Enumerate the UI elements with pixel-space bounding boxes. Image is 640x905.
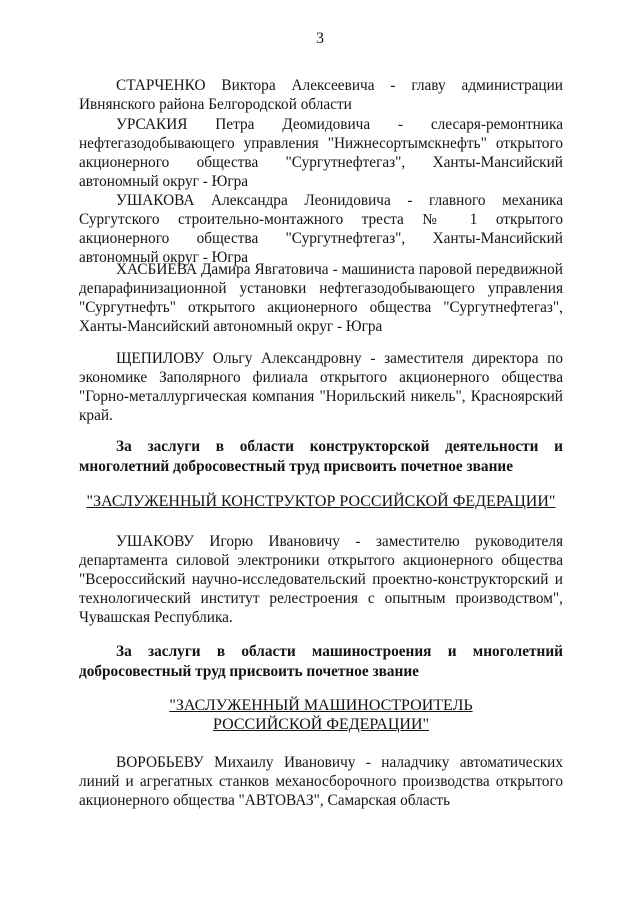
section-heading-machine-builder: За заслуги в области машиностроения и многолетний добросовестный труд присвоить почетное звание: [79, 643, 563, 680]
award-entry-ursakiya: УРСАКИЯ Петра Деомидовича - слесаря-ремонтника нефтегазодобывающего управления "Нижнесортымскнефть" открытого акционерного общества "Сургутнефтегаз", Ханты-Мансийский автономный округ - Югра: [79, 116, 563, 190]
award-entry-starchenko: СТАРЧЕНКО Виктора Алексеевича - главу администрации Ивнянского района Белгородской области: [79, 77, 563, 113]
award-entry-vorobyev: ВОРОБЬЕВУ Михаилу Ивановичу - наладчику автоматических линий и агрегатных станков механосборочного производства открытого акционерного общества "АВТОВАЗ", Самарская область: [79, 754, 563, 809]
award-entry-khasbiev: ХАСБИЕВА Дамира Явгатовича - машиниста паровой передвижной депарафинизационной установки нефтегазодобывающего управления "Сургутнефть" открытого акционерного общества "Сургутнефтегаз", Ханты-Мансийский автономный округ - Югра: [79, 261, 563, 335]
award-title-constructor: "ЗАСЛУЖЕННЫЙ КОНСТРУКТОР РОССИЙСКОЙ ФЕДЕРАЦИИ": [86, 493, 556, 510]
page-number: 3: [316, 30, 324, 47]
award-entry-ushakov-a: УШАКОВА Александра Леонидовича - главного механика Сургутского строительно-монтажного треста № 1 открытого акционерного общества "Сургутнефтегаз", Ханты-Мансийский автономный округ - Югра: [79, 192, 563, 266]
award-title-machine-builder-line1: "ЗАСЛУЖЕННЫЙ МАШИНОСТРОИТЕЛЬ: [169, 697, 473, 714]
award-entry-ushakov-i: УШАКОВУ Игорю Ивановичу - заместителю руководителя департамента силовой электроники открытого акционерного общества "Всероссийский научно-исследовательский проектно-конструкторский и технологический институт релестроения с опытным производством", Чувашская Республика.: [79, 533, 563, 626]
section-heading-constructor: За заслуги в области конструкторской деятельности и многолетний добросовестный труд присвоить почетное звание: [79, 438, 563, 475]
award-entry-shchepilova: ЩЕПИЛОВУ Ольгу Александровну - заместителя директора по экономике Заполярного филиала открытого акционерного общества "Горно-металлургическая компания "Норильский никель", Красноярский край.: [79, 350, 563, 424]
award-title-machine-builder-line2: РОССИЙСКОЙ ФЕДЕРАЦИИ": [212, 716, 430, 733]
